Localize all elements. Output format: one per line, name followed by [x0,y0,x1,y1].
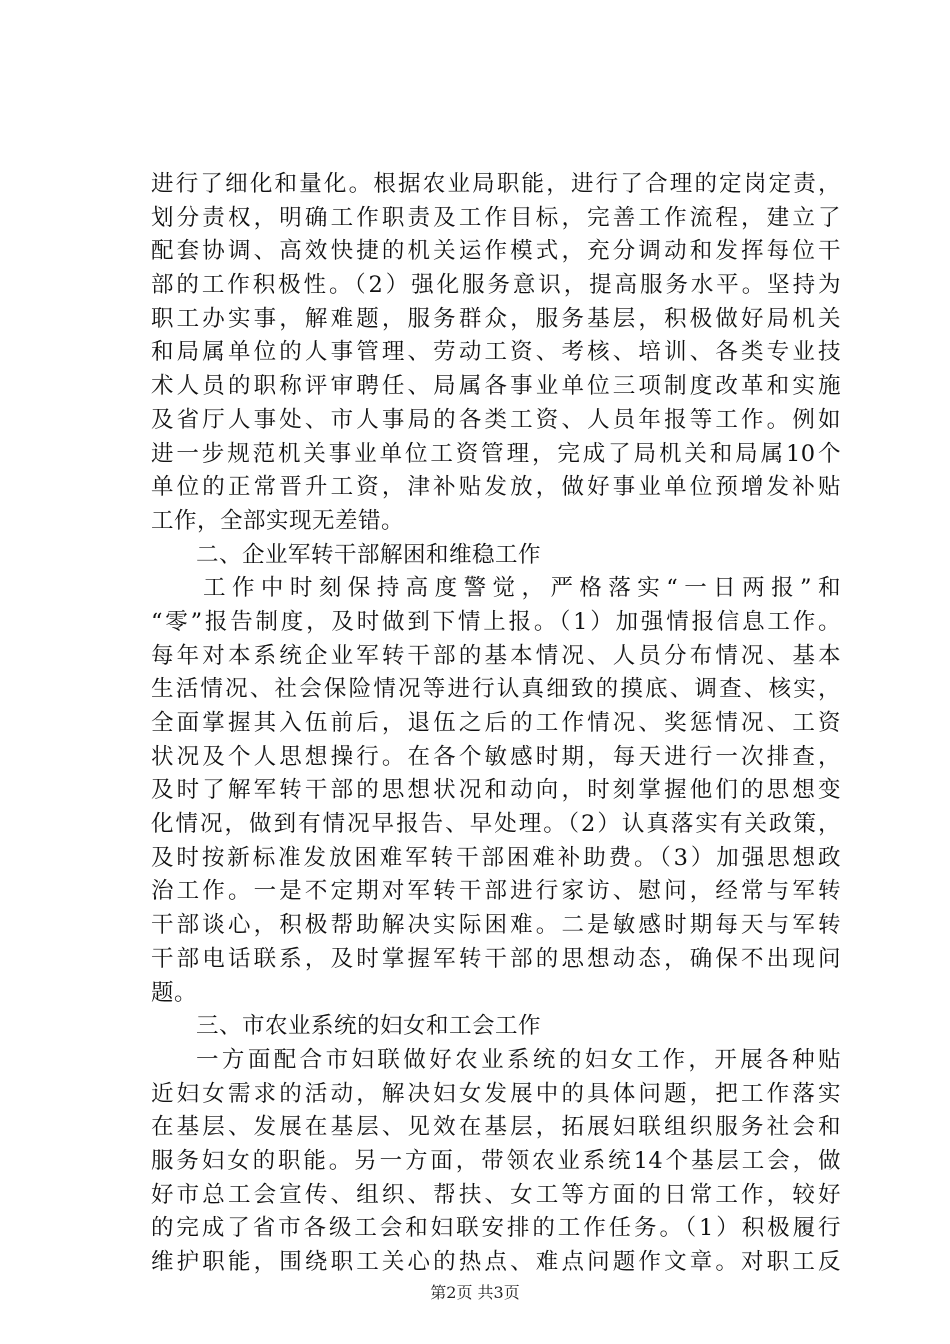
text-line: 治工作。一是不定期对军转干部进行家访、慰问，经常与军转 [151,878,841,905]
text-line: 及省厅人事处、市人事局的各类工资、人员年报等工作。例如 [151,406,841,433]
document-body [151,168,841,1280]
text-line: 化情况，做到有情况早报告、早处理。（2）认真落实有关政策， [151,811,841,838]
text-line: 和局属单位的人事管理、劳动工资、考核、培训、各类专业技 [151,339,841,366]
text-line: 干部电话联系，及时掌握军转干部的思想动态，确保不出现问 [151,945,841,972]
text-line: 及时了解军转干部的思想状况和动向，时刻掌握他们的思想变 [151,777,841,804]
text-line: 划分责权，明确工作职责及工作目标，完善工作流程，建立了 [151,204,841,231]
text-line: 术人员的职称评审聘任、局属各事业单位三项制度改革和实施 [151,373,841,400]
text-line: 每年对本系统企业军转干部的基本情况、人员分布情况、基本 [151,642,841,669]
text-line: 服务妇女的职能。另一方面，带领农业系统14个基层工会，做 [151,1147,841,1174]
text-line: 题。 [151,979,198,1006]
text-line: 近妇女需求的活动，解决妇女发展中的具体问题，把工作落实 [151,1080,841,1107]
text-line: 的完成了省市各级工会和妇联安排的工作任务。（1）积极履行 [151,1215,841,1242]
text-line: 及时按新标准发放困难军转干部困难补助费。（3）加强思想政 [151,844,841,871]
text-line: 工作，全部实现无差错。 [151,507,405,534]
text-line: 好市总工会宣传、组织、帮扶、女工等方面的日常工作，较好 [151,1181,841,1208]
text-line: 全面掌握其入伍前后，退伍之后的工作情况、奖惩情况、工资 [151,710,841,736]
text-line: 配套协调、高效快捷的机关运作模式，充分调动和发挥每位干 [151,238,841,265]
text-line: 职工办实事，解难题，服务群众，服务基层，积极做好局机关 [151,305,841,332]
text-line: 生活情况、社会保险情况等进行认真细致的摸底、调查、核实， [151,676,841,703]
text-line: 单位的正常晋升工资，津补贴发放，做好事业单位预增发补贴 [151,474,841,501]
text-line: 维护职能，围绕职工关心的热点、难点问题作文章。对职工反 [151,1249,841,1275]
text-line: 在基层、发展在基层、见效在基层，拓展妇联组织服务社会和 [151,1114,841,1141]
section-heading: 三、市农业系统的妇女和工会工作 [196,1013,542,1040]
text-line: 进行了细化和量化。根据农业局职能，进行了合理的定岗定责， [151,171,841,197]
text-line: 部的工作积极性。（2）强化服务意识，提高服务水平。坚持为 [151,272,841,299]
text-line: 进一步规范机关事业单位工资管理，完成了局机关和局属10个 [151,440,841,467]
text-line: 状况及个人思想操行。在各个敏感时期，每天进行一次排查， [151,743,841,770]
text-line: “零”报告制度，及时做到下情上报。（1）加强情报信息工作。 [151,608,841,635]
section-heading: 二、企业军转干部解困和维稳工作 [196,541,542,568]
text-line: 干部谈心，积极帮助解决实际困难。二是敏感时期每天与军转 [151,912,841,939]
text-line: 工作中时刻保持高度警觉，严格落实“一日两报”和 [203,575,841,602]
text-line: 一方面配合市妇联做好农业系统的妇女工作，开展各种贴 [196,1046,841,1073]
page-number-footer: 第2页 共3页 [430,1283,520,1302]
